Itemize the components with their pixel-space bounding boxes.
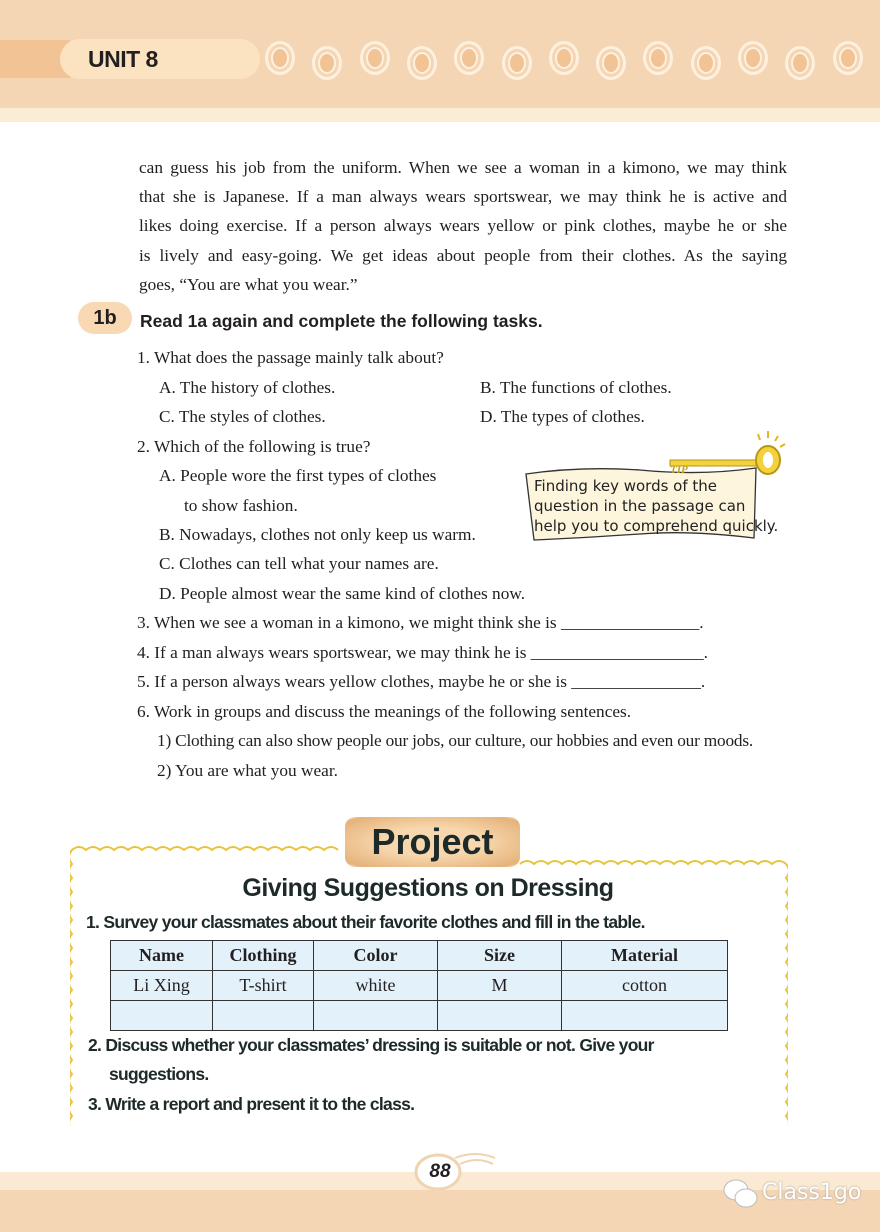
tip-text [534,476,779,536]
project-item: 2. Discuss whether your classmates’ dressing is suitable or not. Give your [88,1035,654,1055]
circle-ornament [265,41,295,75]
circle-ornament [691,46,721,80]
question: 1. What does the passage mainly talk about? [137,348,444,367]
question: 3. When we see a woman in a kimono, we might think she is ________________. [137,613,704,632]
cell: cotton [562,971,728,1001]
circle-ornament [502,46,532,80]
unit-label: UNIT 8 [60,39,260,79]
tip-line: Finding key words of the [534,477,718,495]
header-cell: Name [111,941,213,971]
project-item: suggestions. [109,1064,209,1084]
table-row [111,971,728,1001]
cell[interactable] [562,1001,728,1031]
passage-line: goes, “You are what you wear.” [139,275,358,294]
header-cell: Color [314,941,438,971]
survey-table [110,940,728,1031]
option: C. The styles of clothes. [159,407,326,426]
cell[interactable] [314,1001,438,1031]
project-title: Giving Suggestions on Dressing [242,874,614,902]
question: 4. If a man always wears sportswear, we may think he is ____________________. [137,643,708,662]
option: B. Nowadays, clothes not only keep us warm. [159,525,476,544]
circle-ornament [596,46,626,80]
circle-ornament [454,41,484,75]
question: 5. If a person always wears yellow clothes, maybe he or she is _______________. [137,672,706,691]
circle-ornament [549,41,579,75]
tip-label: TIP [670,464,688,476]
table-header-row [111,941,728,971]
tip-line: question in the passage can [534,497,746,515]
passage-line: likes doing exercise. If a person always wears yellow or pink clothes, maybe he or she [139,216,787,235]
section-heading: Read 1a again and complete the following tasks. [140,311,543,331]
circle-ornament [833,41,863,75]
header-strip [0,108,880,122]
cell[interactable] [438,1001,562,1031]
passage-line: is lively and easy-going. We get ideas about people from their clothes. As the saying [139,246,787,265]
option: B. The functions of clothes. [480,378,672,397]
option: C. Clothes can tell what your names are. [159,554,439,573]
option: to show fashion. [184,496,298,515]
passage-line: that she is Japanese. If a man always wears sportswear, we may think he is active and [139,187,787,206]
page-number: 88 [429,1161,451,1182]
option: D. People almost wear the same kind of clothes now. [159,584,526,603]
passage-line: can guess his job from the uniform. When we see a woman in a kimono, we may think [139,158,787,177]
cell: white [314,971,438,1001]
question: 6. Work in groups and discuss the meanings of the following sentences. [137,702,632,721]
section-badge: 1b [78,302,132,334]
sentence: 1) Clothing can also show people our jobs, our culture, our hobbies and even our moods. [157,731,753,750]
watermark: Class1go [762,1180,862,1205]
project-item: 1. Survey your classmates about their favorite clothes and fill in the table. [86,912,645,932]
tip-line: help you to comprehend quickly. [534,517,779,535]
option: A. The history of clothes. [159,378,336,397]
project-label: Project [345,817,520,867]
header-cell: Material [562,941,728,971]
circle-ornament [360,41,390,75]
option: D. The types of clothes. [480,407,645,426]
project-item: 3. Write a report and present it to the class. [88,1094,415,1114]
cell: M [438,971,562,1001]
chat-bubbles-icon [722,1176,760,1212]
header-cell: Size [438,941,562,971]
circle-ornament [407,46,437,80]
circle-ornament [738,41,768,75]
cell: T-shirt [213,971,314,1001]
header-cell: Clothing [213,941,314,971]
table-row [111,1001,728,1031]
cell[interactable] [111,1001,213,1031]
cell: Li Xing [111,971,213,1001]
option: A. People wore the first types of clothes [159,466,437,485]
question: 2. Which of the following is true? [137,437,371,456]
sentence: 2) You are what you wear. [157,761,338,780]
cell[interactable] [213,1001,314,1031]
